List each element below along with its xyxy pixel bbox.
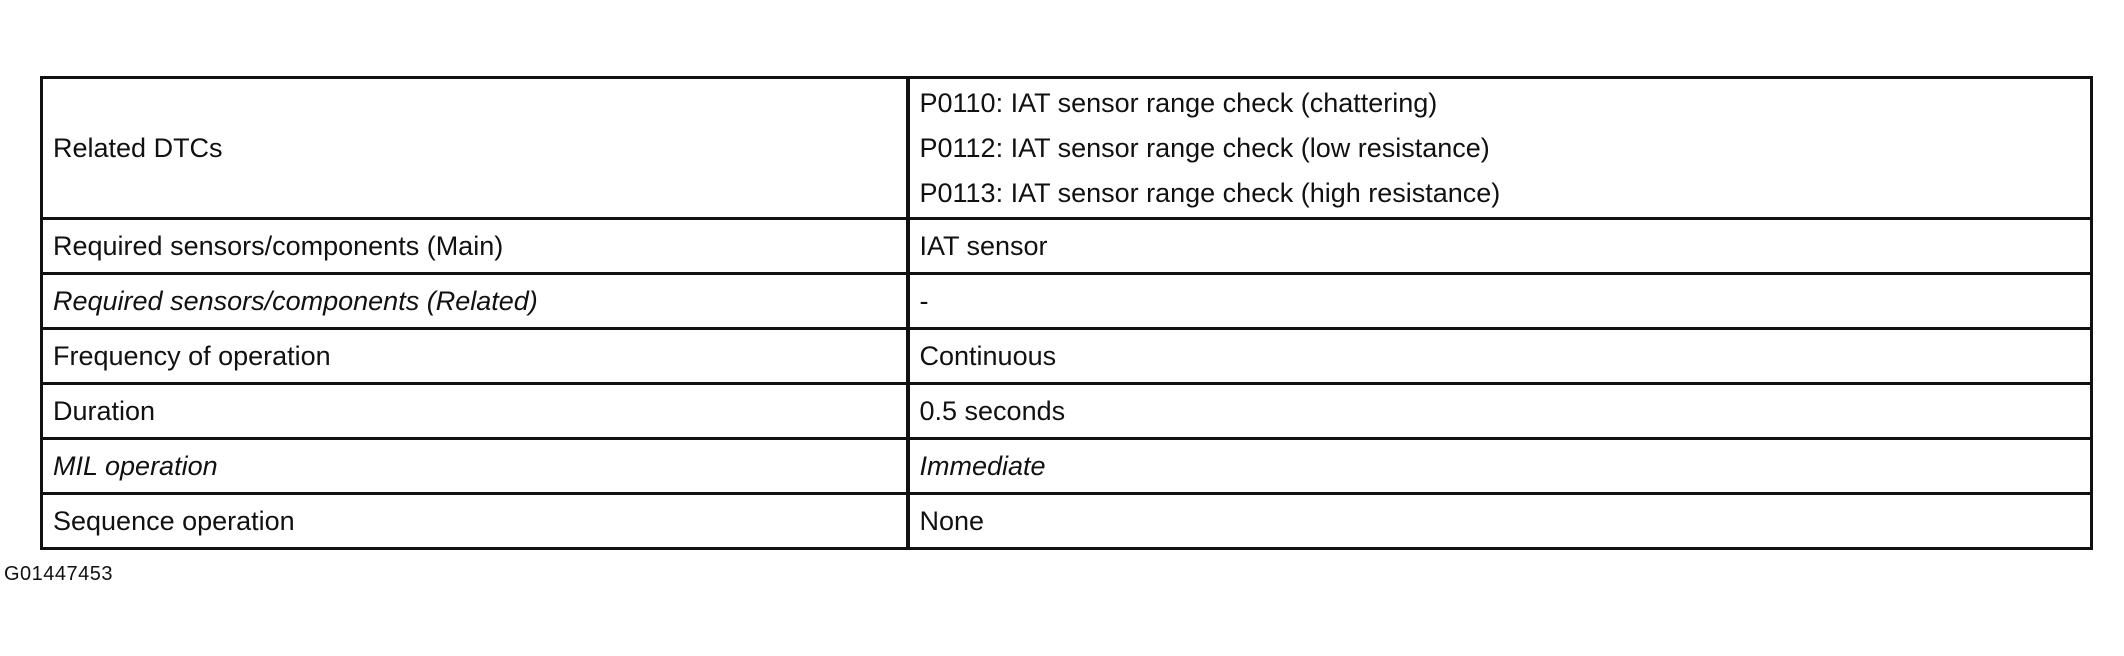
required-related-label: Required sensors/components (Related) [42,274,908,329]
mil-operation-label: MIL operation [42,439,908,494]
table-row-duration [42,384,2092,439]
required-related-value: - [908,274,2092,329]
table-row-required-related [42,274,2092,329]
sequence-operation-label: Sequence operation [42,494,908,549]
related-dtcs-value [908,78,2092,219]
dtc-item-p0110: P0110: IAT sensor range check (chattering) [919,87,1438,118]
frequency-label: Frequency of operation [42,329,908,384]
mil-operation-value: Immediate [908,439,2092,494]
dtc-list [919,87,2091,208]
figure-id-caption: G01447453 [4,563,114,585]
table-row-required-main [42,219,2092,274]
required-main-value: IAT sensor [908,219,2092,274]
monitor-spec-table [40,76,2093,550]
required-main-label: Required sensors/components (Main) [42,219,908,274]
table-row-sequence-operation [42,494,2092,549]
duration-value: 0.5 seconds [908,384,2092,439]
related-dtcs-label: Related DTCs [42,78,908,219]
table-row-frequency [42,329,2092,384]
frequency-value: Continuous [908,329,2092,384]
dtc-item-p0112: P0112: IAT sensor range check (low resistance) [919,132,1490,163]
table-row-mil-operation [42,439,2092,494]
table-row-related-dtcs [42,78,2092,219]
duration-label: Duration [42,384,908,439]
sequence-operation-value: None [908,494,2092,549]
dtc-item-p0113: P0113: IAT sensor range check (high resistance) [919,177,1501,208]
